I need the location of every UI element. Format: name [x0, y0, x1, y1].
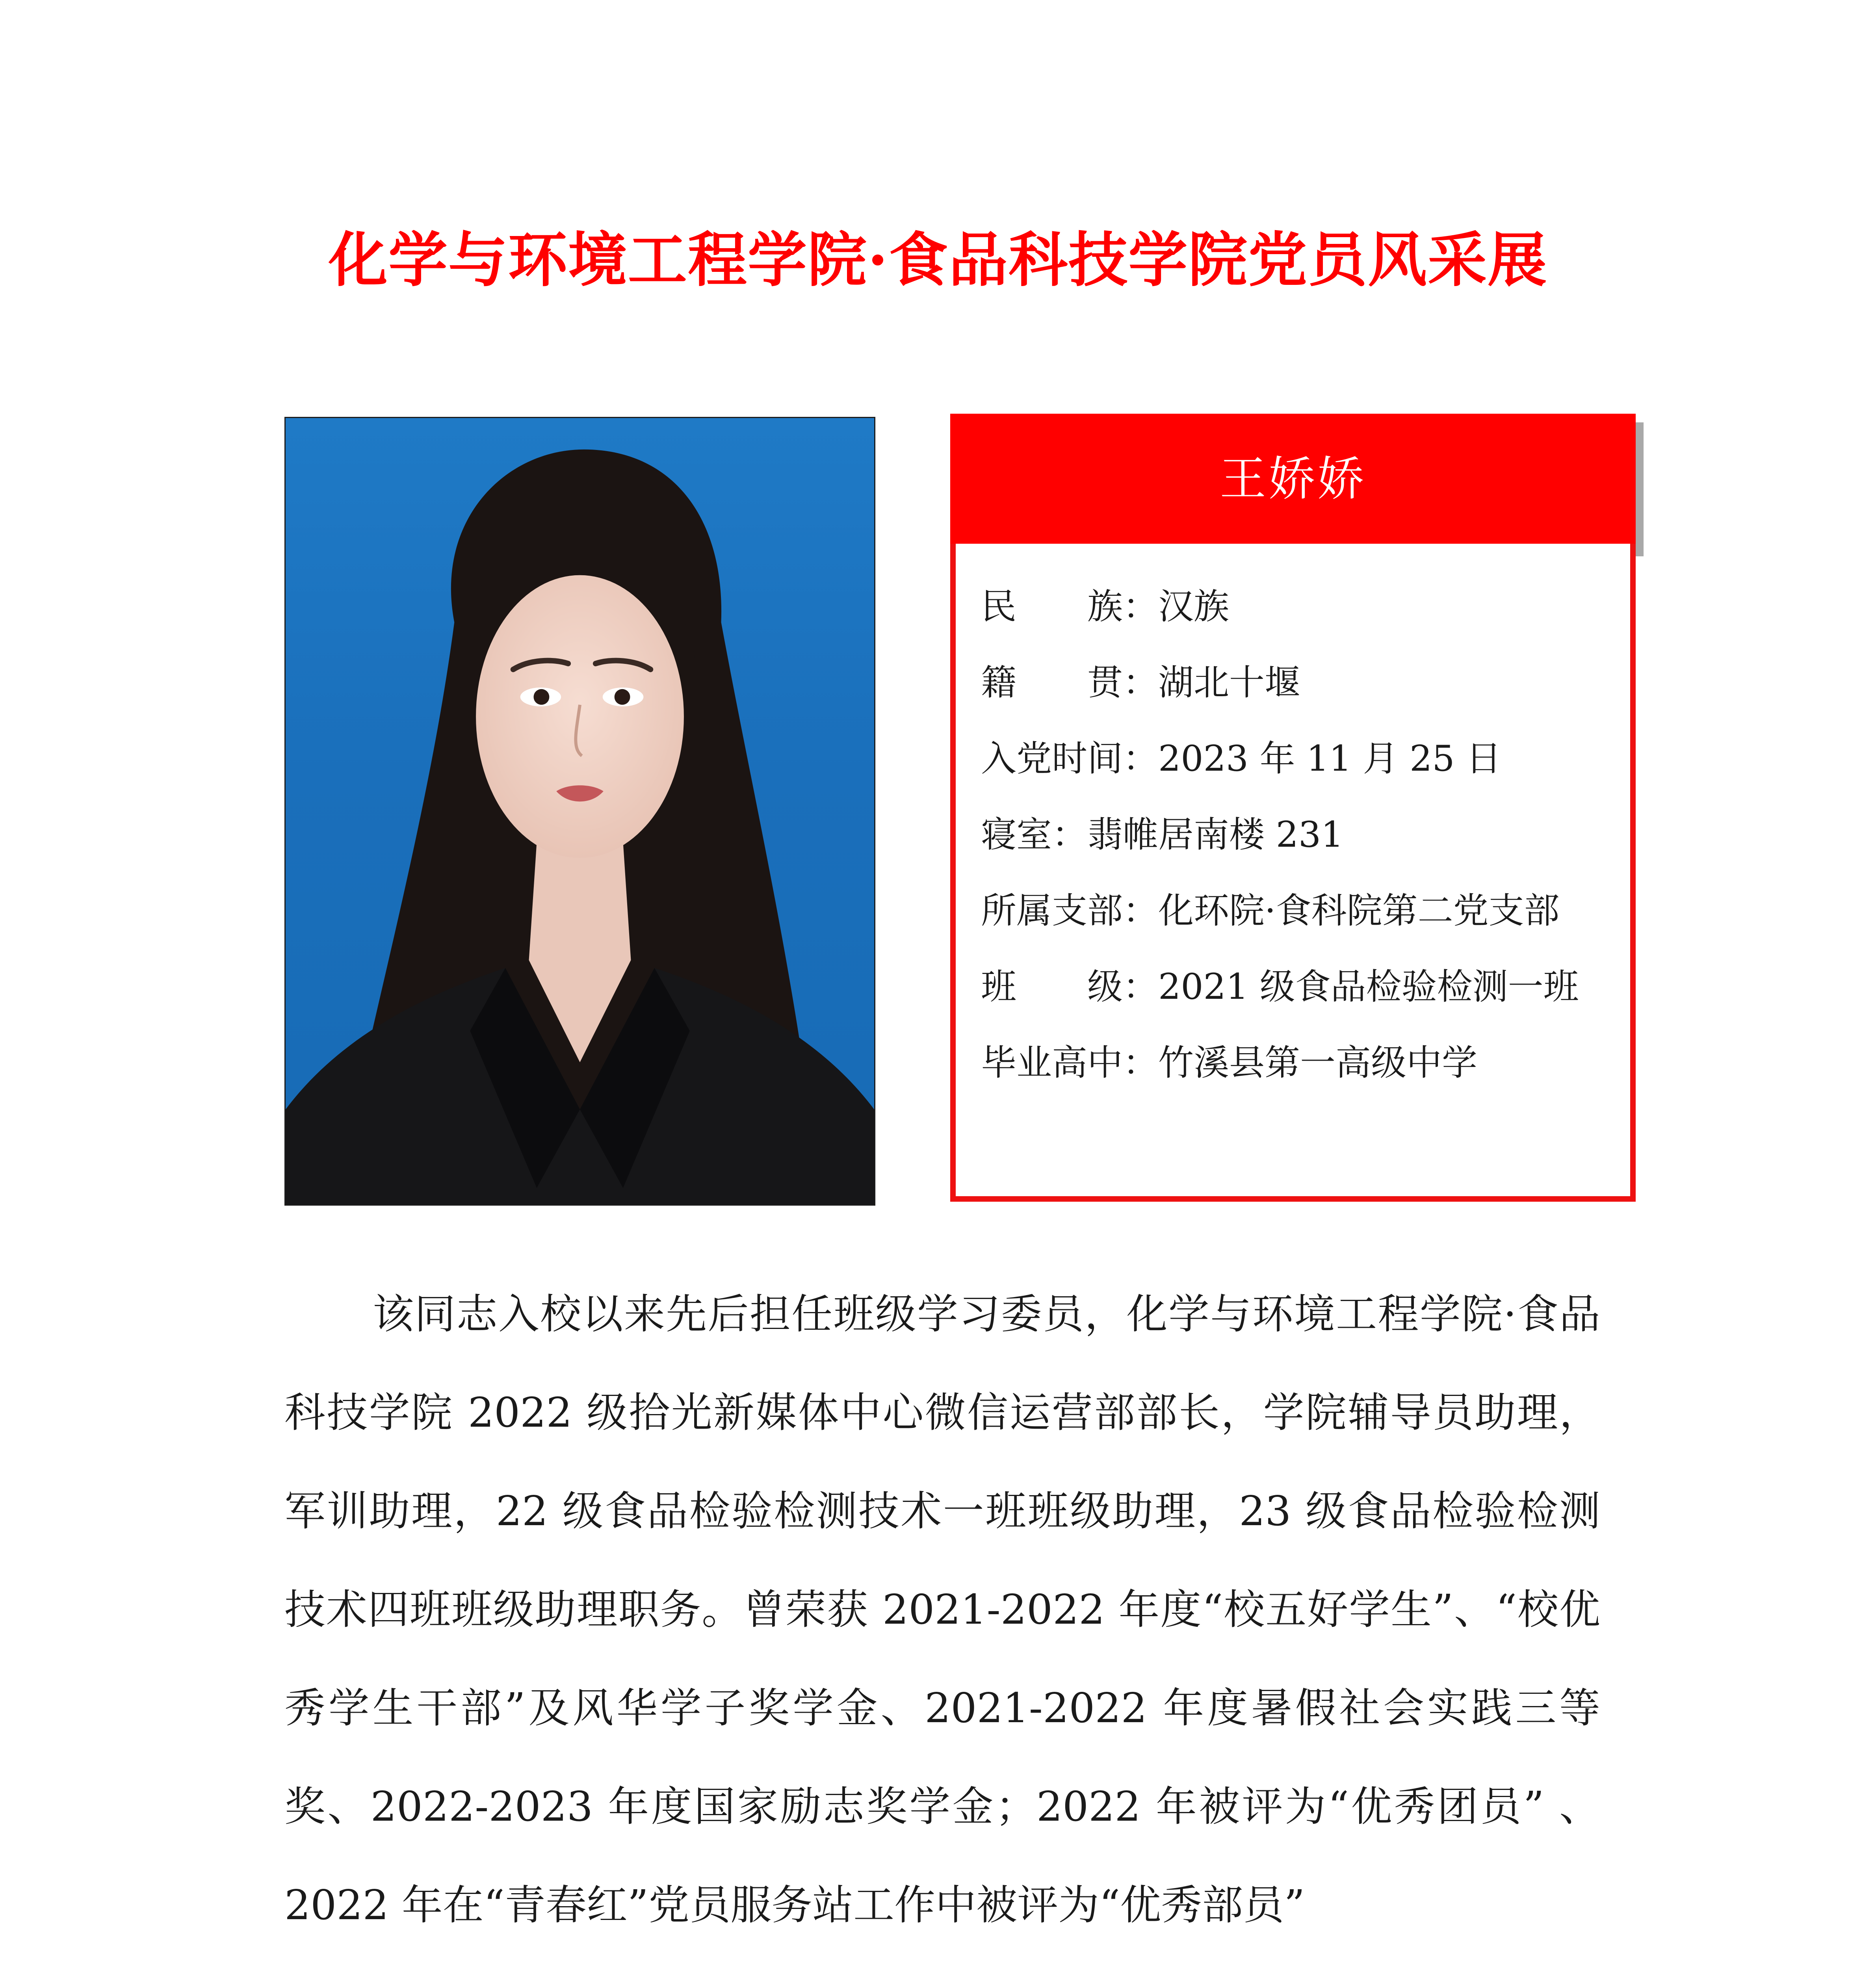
field-high-school: [981, 1035, 1627, 1111]
field-label: 所属支部：: [981, 890, 1158, 931]
field-value: 翡帷居南楼 231: [1087, 814, 1344, 855]
portrait-icon: [286, 418, 874, 1204]
field-hometown: [981, 655, 1627, 731]
portrait-photo: [284, 417, 875, 1206]
field-value: 汉族: [1158, 586, 1229, 627]
field-value: 湖北十堰: [1158, 662, 1300, 703]
profile-fields: [981, 579, 1627, 1111]
field-label: 民 族：: [981, 586, 1158, 627]
field-label: 班 级：: [981, 966, 1158, 1007]
field-branch: [981, 883, 1627, 959]
field-label: 入党时间：: [981, 738, 1158, 779]
field-dormitory: [981, 807, 1627, 883]
field-class: [981, 959, 1627, 1035]
profile-name: 王娇娇: [950, 414, 1636, 544]
field-label: 毕业高中：: [981, 1042, 1158, 1084]
biography-paragraph: 该同志入校以来先后担任班级学习委员，化学与环境工程学院·食品科技学院 2022 级拾光新媒体中心微信运营部部长，学院辅导员助理，军训助理，22 级食品检验检测技术一班班级助理，23 级食品检验检测技术四班班级助理职务。曾荣获 2021-2022 年度“校五好学生”、“校优秀学生干部”及风华学子奖学金、2021-2022 年度暑假社会实践三等奖、2022-2023 年度国家励志奖学金；2022 年被评为“优秀团员” 、2022 年在“青春红”党员服务站工作中被评为“优秀部员”: [284, 1290, 1600, 1929]
field-join-date: [981, 731, 1627, 807]
field-value: 竹溪县第一高级中学: [1158, 1042, 1477, 1084]
field-value: 2023 年 11 月 25 日: [1158, 738, 1502, 779]
field-ethnicity: [981, 579, 1627, 655]
page-title: 化学与环境工程学院·食品科技学院党员风采展: [328, 225, 1548, 295]
field-label: 寝室：: [981, 814, 1087, 855]
field-value: 2021 级食品检验检测一班: [1158, 966, 1579, 1007]
field-label: 籍 贯：: [981, 662, 1158, 703]
field-value: 化环院·食科院第二党支部: [1158, 890, 1560, 931]
